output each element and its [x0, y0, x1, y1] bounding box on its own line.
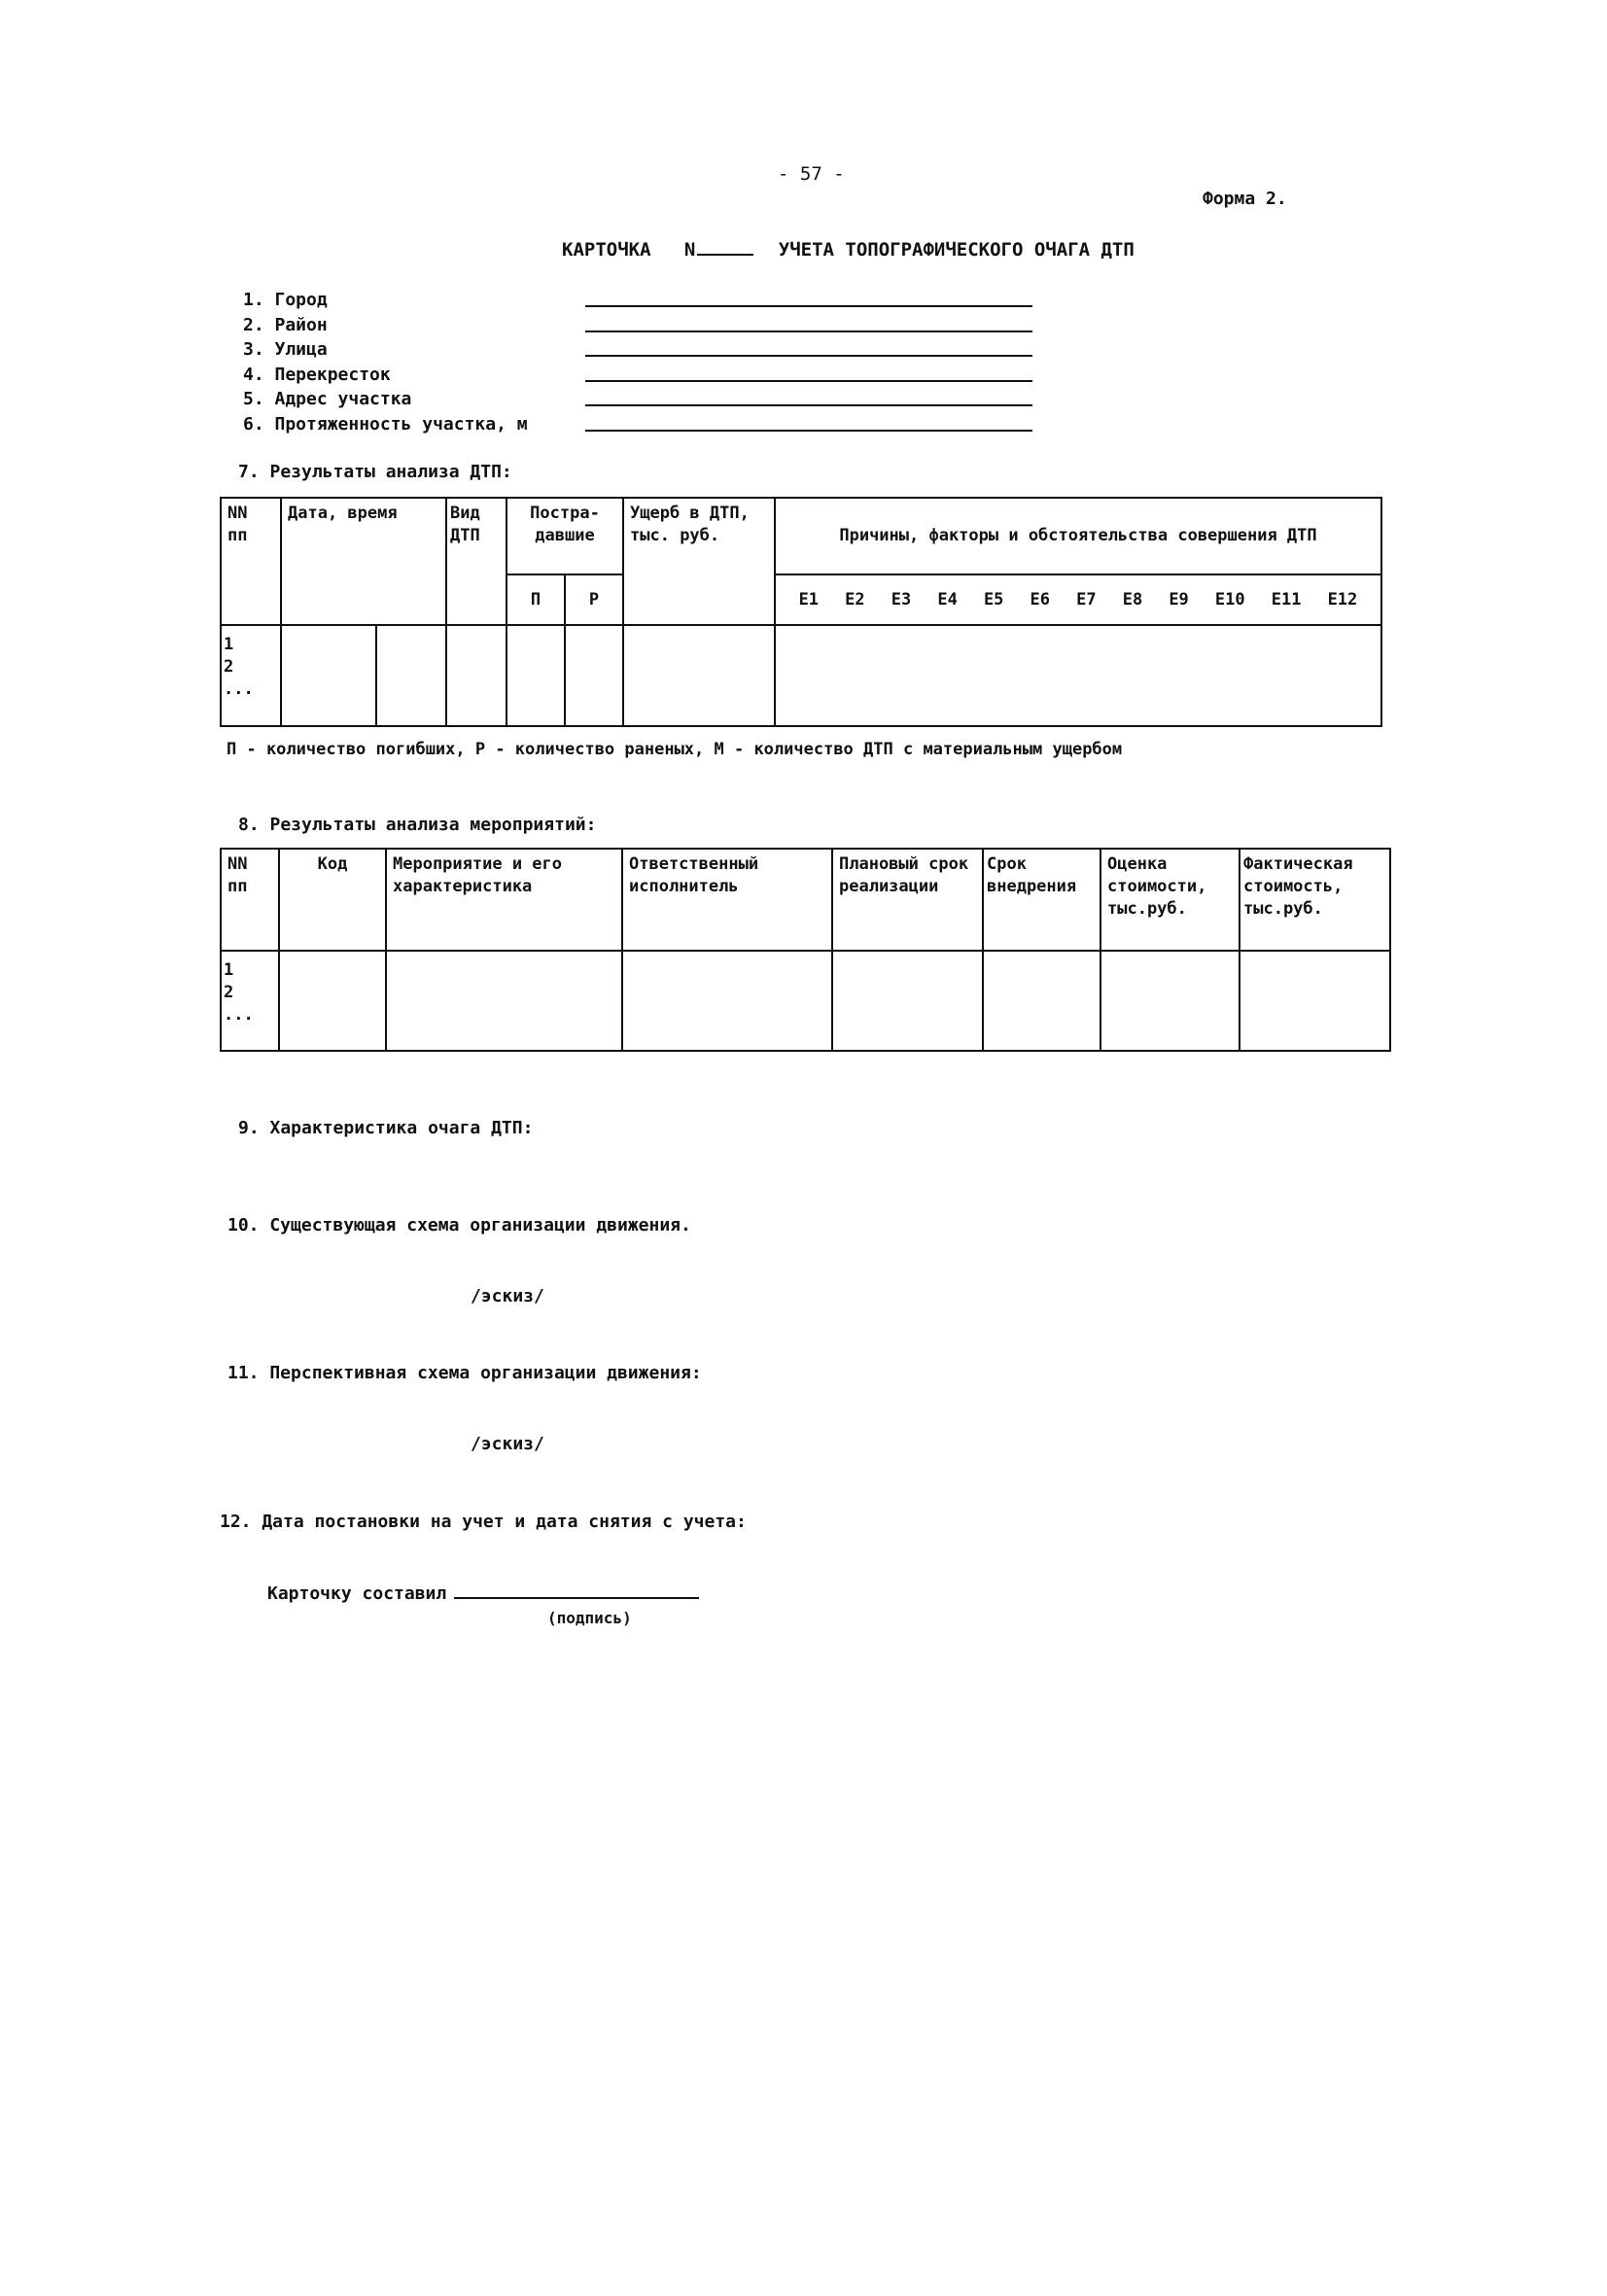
signature-block: [267, 1582, 699, 1604]
table-cell[interactable]: [565, 625, 623, 726]
row-number: 2: [224, 983, 234, 1002]
address-fields: [243, 288, 528, 436]
section11-sketch-note: /эскиз/: [471, 1434, 544, 1454]
section12-heading: 12. Дата постановки на учет и дата снятия с учета:: [220, 1512, 747, 1532]
field-line[interactable]: [585, 430, 1032, 432]
col-header-causes: Причины, факторы и обстоятельства совершения ДТП: [775, 498, 1381, 574]
signature-label: Карточку составил: [267, 1583, 447, 1604]
card-number-sign: N: [683, 239, 696, 261]
section9-heading: 9. Характеристика очага ДТП:: [238, 1118, 534, 1138]
table-row: [221, 625, 1381, 726]
col-header-code: Код: [279, 849, 386, 951]
field-label: 4. Перекресток: [243, 364, 391, 385]
field-label: 3. Улица: [243, 339, 328, 360]
col-header-responsible: Ответственный исполнитель: [622, 849, 832, 951]
legend-note: П - количество погибших, Р - количество раненых, М - количество ДТП с материальным ущербом: [227, 740, 1123, 759]
col-header-measure: Мероприятие и его характеристика: [386, 849, 622, 951]
col-header-victims: Постра- давшие: [507, 498, 623, 574]
table-cell[interactable]: [279, 951, 386, 1051]
col-header-cost-estimate: Оценка стоимости, тыс.руб.: [1100, 849, 1240, 951]
field-line[interactable]: [585, 305, 1032, 307]
table-cell[interactable]: [1240, 951, 1390, 1051]
accident-analysis-table: [220, 497, 1382, 727]
table-cell[interactable]: [983, 951, 1100, 1051]
row-numbers: [221, 625, 281, 726]
row-number: 1: [224, 960, 234, 980]
col-header-planned-term: Плановый срок реализации: [832, 849, 983, 951]
col-header-type: Вид ДТП: [446, 498, 507, 625]
signature-caption-text: подпись: [556, 1609, 623, 1627]
field-district: [243, 313, 528, 338]
cause-code: E8: [1122, 589, 1143, 609]
card-title: [562, 238, 1135, 261]
table-cell[interactable]: [775, 625, 1381, 726]
table-cell[interactable]: [832, 951, 983, 1051]
page-number: - 57 -: [778, 163, 845, 185]
table-row: [221, 951, 1390, 1051]
table-cell[interactable]: [622, 951, 832, 1051]
cause-code: E6: [1030, 589, 1051, 609]
section10-sketch-note: /эскиз/: [471, 1286, 544, 1306]
cause-code: E11: [1271, 589, 1302, 609]
cause-code: E7: [1076, 589, 1097, 609]
col-header-actual-cost: Фактическая стоимость, тыс.руб.: [1240, 849, 1390, 951]
field-section-address: [243, 387, 528, 412]
cause-code: E1: [798, 589, 820, 609]
col-header-nn: NN пп: [221, 849, 279, 951]
table-cell[interactable]: [281, 625, 376, 726]
field-label: 6. Протяженность участка, м: [243, 413, 528, 435]
measures-analysis-table: [220, 848, 1391, 1052]
section11-heading: 11. Перспективная схема организации движения:: [227, 1363, 702, 1383]
table-cell[interactable]: [507, 625, 565, 726]
field-label: 5. Адрес участка: [243, 389, 412, 409]
col-header-implementation-term: Срок внедрения: [983, 849, 1100, 951]
row-number: 1: [224, 635, 234, 654]
card-title-right: УЧЕТА ТОПОГРАФИЧЕСКОГО ОЧАГА ДТП: [778, 239, 1135, 261]
row-numbers: [221, 951, 279, 1051]
signature-caption: (подпись): [547, 1609, 632, 1627]
table-cell[interactable]: [446, 625, 507, 726]
table-cell[interactable]: [386, 951, 622, 1051]
field-line[interactable]: [585, 355, 1032, 357]
field-label: 2. Район: [243, 314, 328, 335]
section8-heading: 8. Результаты анализа мероприятий:: [238, 815, 597, 835]
field-label: 1. Город: [243, 290, 328, 310]
cause-code: E5: [983, 589, 1004, 609]
col-header-nn: NN пп: [221, 498, 281, 625]
form-label: Форма 2.: [1203, 189, 1287, 209]
col-header-date: Дата, время: [281, 498, 446, 625]
cause-code: E4: [937, 589, 958, 609]
cause-codes: [775, 574, 1381, 625]
row-number: ...: [224, 1005, 254, 1025]
field-crossroad: [243, 363, 528, 388]
cause-code: E12: [1327, 589, 1358, 609]
card-number-blank[interactable]: [697, 238, 753, 256]
table-cell[interactable]: [623, 625, 775, 726]
cause-code: E9: [1169, 589, 1189, 609]
field-street: [243, 337, 528, 363]
section10-heading: 10. Существующая схема организации движения.: [227, 1215, 691, 1235]
field-city: [243, 288, 528, 313]
cause-code: E10: [1214, 589, 1245, 609]
cause-code: E2: [845, 589, 865, 609]
row-number: ...: [224, 679, 254, 699]
field-line[interactable]: [585, 404, 1032, 406]
table-cell[interactable]: [376, 625, 446, 726]
signature-line[interactable]: [454, 1582, 699, 1599]
table-cell[interactable]: [1100, 951, 1240, 1051]
col-header-damage: Ущерб в ДТП, тыс. руб.: [623, 498, 775, 625]
field-section-length: [243, 412, 528, 437]
field-line[interactable]: [585, 380, 1032, 382]
field-line[interactable]: [585, 330, 1032, 332]
col-header-injured: Р: [565, 574, 623, 625]
card-title-left: КАРТОЧКА: [562, 239, 651, 261]
section7-heading: 7. Результаты анализа ДТП:: [238, 462, 512, 482]
cause-code: E3: [891, 589, 912, 609]
row-number: 2: [224, 657, 234, 677]
col-header-killed: П: [507, 574, 565, 625]
